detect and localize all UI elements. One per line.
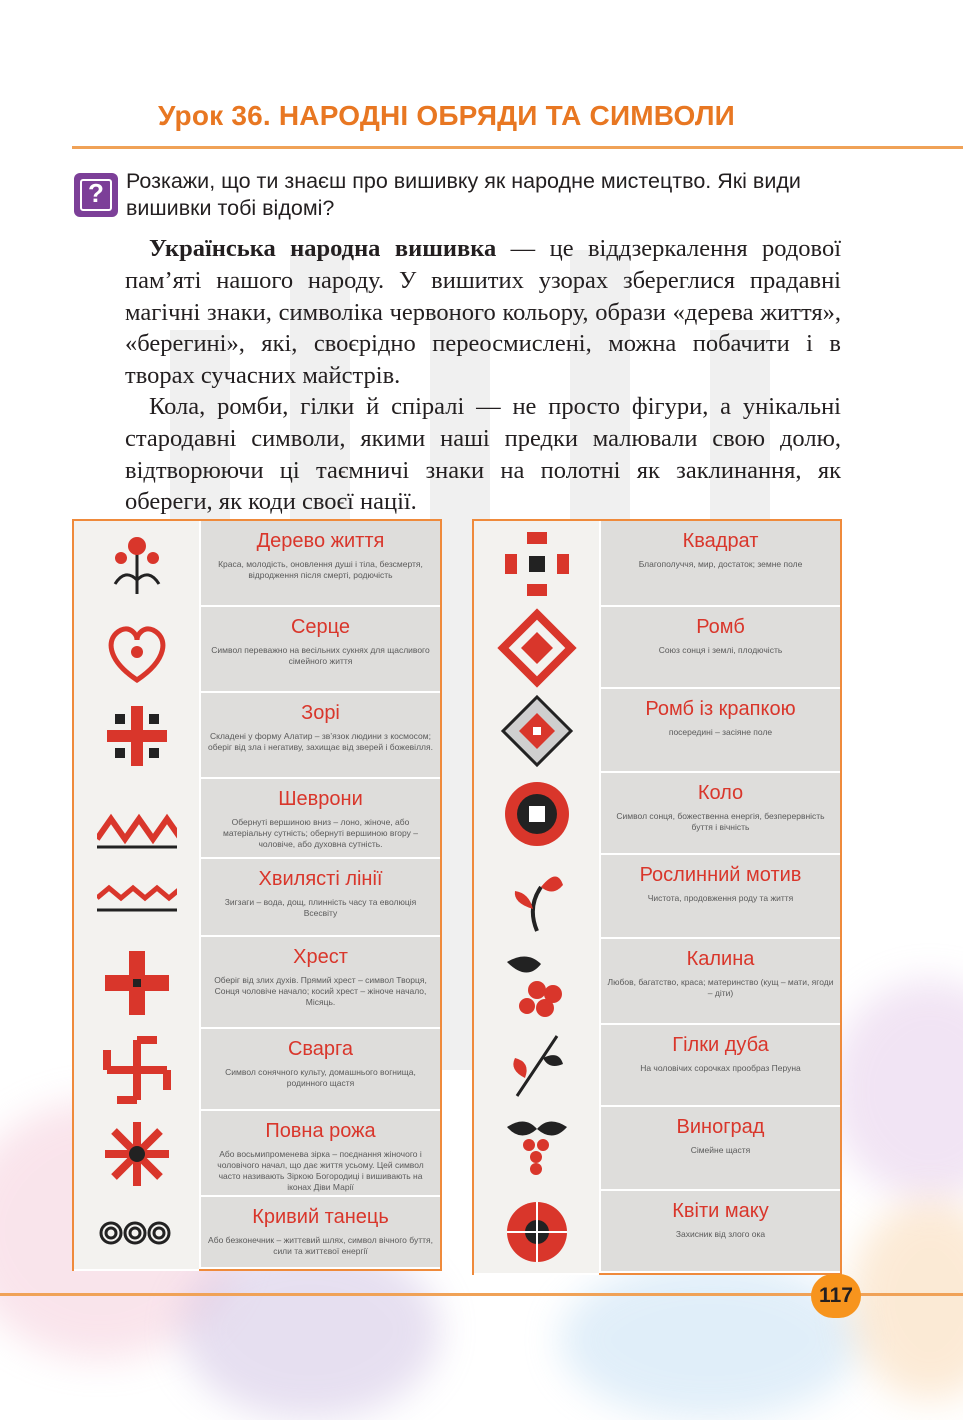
plant-icon — [497, 857, 577, 937]
symbol-row — [474, 607, 840, 689]
symbols-table-right — [472, 519, 842, 1275]
symbol-row — [74, 521, 440, 607]
symbol-description: Символ сонячного культу, домашнього вогнища, родинного щастя — [225, 1067, 416, 1088]
symbol-image — [474, 1191, 599, 1275]
symbol-row — [74, 1197, 440, 1269]
symbol-image — [474, 855, 599, 941]
symbol-text — [599, 607, 840, 689]
symbol-description: посередині – засіяне поле — [668, 727, 773, 737]
symbol-text — [199, 1111, 440, 1197]
oak-icon — [497, 1026, 577, 1106]
paint-splash — [830, 980, 963, 1200]
symbol-text — [199, 779, 440, 859]
symbol-description: Символ сонця, божественна енергія, безперервність буття і вічність — [616, 811, 825, 832]
paragraph-symbols: Кола, ромби, гілки й спіралі — не просто фігури, а унікальні стародавні символи, якими наші предки малювали свою долю, відтворюючи ці таємничі знаки на полотні як заклинання, як обереги, як коди своєї нації. — [125, 393, 841, 516]
symbol-description: Союз сонця і землі, плодючість — [658, 645, 783, 655]
symbol-name: Сварга — [287, 1038, 354, 1060]
symbol-name: Хрест — [293, 946, 348, 968]
star-icon — [97, 696, 177, 776]
symbol-row — [74, 1029, 440, 1111]
rhombus-dot-icon — [497, 691, 577, 771]
symbol-text — [199, 1029, 440, 1111]
symbol-name: Квадрат — [682, 530, 759, 552]
symbol-text — [599, 939, 840, 1025]
symbol-text — [599, 773, 840, 855]
symbol-text — [199, 693, 440, 779]
symbol-name: Коло — [697, 782, 744, 804]
symbol-row — [474, 521, 840, 607]
symbol-image — [74, 779, 199, 861]
symbol-image — [74, 607, 199, 695]
symbol-description: Любов, багатство, краса; материнство (кущ – мати, ягоди – діти) — [607, 977, 834, 998]
symbol-text — [199, 859, 440, 937]
symbol-text — [599, 1025, 840, 1107]
symbol-image — [74, 1197, 199, 1271]
chevron-icon — [97, 779, 177, 859]
symbol-image — [474, 521, 599, 609]
symbol-image — [474, 939, 599, 1027]
symbol-row — [474, 689, 840, 773]
cross-icon — [97, 943, 177, 1023]
page-number: 117 — [811, 1274, 861, 1318]
square-icon — [497, 524, 577, 604]
symbol-description: На чоловічих сорочках прообраз Перуна — [640, 1063, 801, 1073]
symbol-text — [199, 607, 440, 693]
symbol-text — [199, 937, 440, 1029]
symbol-image — [74, 693, 199, 781]
rhombus-icon — [497, 608, 577, 688]
grape-icon — [497, 1109, 577, 1189]
question-text: Розкажи, що ти знаєш про вишивку як народне мистецтво. Які види вишивки тобі відомі? — [126, 169, 801, 220]
symbol-image — [474, 607, 599, 691]
symbol-description: Сімейне щастя — [690, 1145, 751, 1155]
rose-icon — [97, 1114, 177, 1194]
symbol-text — [599, 1107, 840, 1191]
viburnum-icon — [497, 942, 577, 1022]
symbol-row — [474, 855, 840, 939]
symbol-image — [74, 937, 199, 1031]
symbol-row — [74, 779, 440, 859]
symbol-image — [74, 1111, 199, 1199]
symbol-name: Рослинний мотив — [639, 864, 802, 886]
symbol-row — [474, 1191, 840, 1273]
heart-icon — [97, 610, 177, 690]
symbol-description: Символ переважно на весільних сукнях для щасливого сімейного життя — [211, 645, 430, 666]
symbol-row — [474, 939, 840, 1025]
title-divider — [72, 146, 963, 149]
symbol-image — [474, 689, 599, 775]
symbol-name: Хвилясті лінії — [258, 868, 383, 890]
bold-term: Українська народна вишивка — [149, 235, 497, 262]
symbol-image — [74, 521, 199, 609]
symbol-image — [474, 1107, 599, 1193]
symbol-name: Ромб — [696, 616, 745, 638]
symbol-description: Обернуті вершиною вниз – лоно, жіноче, або матеріальну сутність; обернуті вершиною вгору – чоловіче, або духовна сутність. — [223, 817, 418, 849]
paint-splash — [850, 1200, 963, 1400]
symbol-text — [599, 689, 840, 773]
symbol-name: Ромб із крапкою — [645, 698, 796, 720]
symbol-row — [74, 693, 440, 779]
symbol-row — [74, 859, 440, 937]
symbol-text — [599, 1191, 840, 1273]
symbol-description: Зигзаги – вода, дощ, плинність часу та еволюція Всесвіту — [224, 897, 417, 918]
svarga-icon — [97, 1030, 177, 1110]
poppy-icon — [497, 1192, 577, 1272]
symbol-description: Оберіг від злих духів. Прямий хрест – символ Творця, Сонця чоловіче начало; косий хрест – жіноче начало, Місяць. — [214, 975, 427, 1007]
symbols-table-left — [72, 519, 442, 1271]
paragraph-embroidery — [125, 233, 841, 392]
symbol-name: Виноград — [676, 1116, 765, 1138]
symbol-row — [74, 937, 440, 1029]
symbol-image — [74, 1029, 199, 1113]
symbol-image — [474, 773, 599, 857]
symbol-text — [599, 855, 840, 939]
symbol-text — [199, 521, 440, 607]
circle-icon — [497, 774, 577, 854]
wave-icon — [97, 858, 177, 938]
symbol-name: Повна рожа — [265, 1120, 376, 1142]
symbol-name: Зорі — [301, 702, 340, 724]
symbol-name: Квіти маку — [672, 1200, 769, 1222]
spiral-icon — [97, 1193, 177, 1273]
symbol-text — [199, 1197, 440, 1269]
symbol-name: Серце — [290, 616, 351, 638]
question-mark: ? — [88, 178, 104, 208]
lesson-title: Урок 36. НАРОДНІ ОБРЯДИ ТА СИМВОЛИ — [158, 100, 735, 131]
symbol-name: Гілки дуба — [672, 1034, 769, 1056]
symbol-row — [474, 1107, 840, 1191]
symbol-name: Кривий танець — [252, 1206, 389, 1228]
symbol-row — [474, 773, 840, 855]
symbol-text — [599, 521, 840, 607]
symbol-description: Складені у форму Алатир – зв’язок людини з космосом; оберіг від зла і негативу, захищає від зверей і божевілля. — [208, 731, 433, 752]
symbol-image — [474, 1025, 599, 1109]
paragraph-body: — це віддзеркалення родової пам’яті нашого народу. У вишитих узорах збереглися прадавні магічні знаки, символіка червоного кольору, образи «дерева життя», «берегині», які, своєрідно переосмислені, можна побачити і в творах сучасних майстрів. — [125, 235, 841, 390]
symbol-row — [74, 1111, 440, 1197]
symbol-description: Чистота, продовження роду та життя — [647, 893, 794, 903]
symbol-row — [474, 1025, 840, 1107]
symbol-description: Захисник від злого ока — [675, 1229, 766, 1239]
symbol-description: Краса, молодість, оновлення душі і тіла, безсмертя, відродження після смерті, родючість — [218, 559, 423, 580]
symbol-name: Калина — [686, 948, 755, 970]
question-icon — [74, 173, 118, 217]
symbol-name: Шеврони — [278, 788, 363, 810]
symbol-name: Дерево життя — [256, 530, 385, 552]
symbol-image — [74, 859, 199, 939]
symbol-description: Благополуччя, мир, достаток; земне поле — [638, 559, 803, 569]
symbol-row — [74, 607, 440, 693]
tree-of-life-icon — [97, 524, 177, 604]
symbol-description: Або безконечник – життєвий шлях, символ вічного буття, сили та життєвої енергії — [208, 1235, 433, 1256]
symbol-description: Або восьмипроменева зірка – поєднання жіночого і чоловічого начал, що дає життя усьому. Цей символ часто називають Зіркою Богородиці і вишивають на іконах Діви Марії — [217, 1149, 424, 1192]
